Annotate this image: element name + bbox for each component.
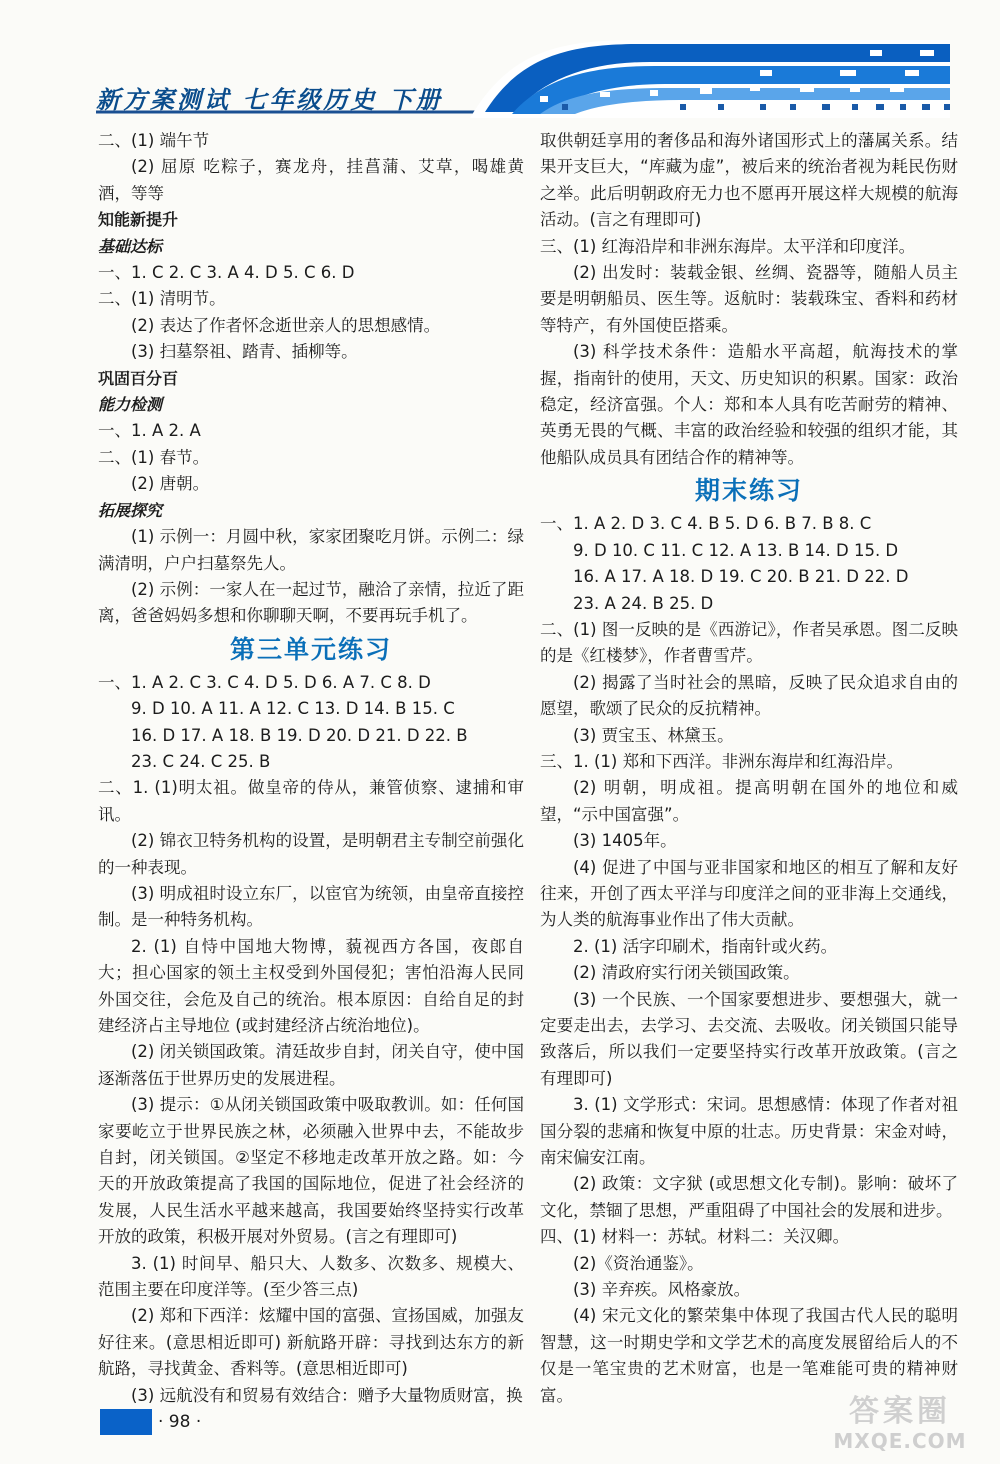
answer-line: 一、1. C 2. C 3. A 4. D 5. C 6. D — [98, 263, 355, 283]
answer-line: 二、(1) 春节。 — [98, 447, 210, 467]
answer-line: (2) 出发时：装载金银、丝绸、瓷器等，随船人员主要是明朝船员、医生等。返航时：装载珠宝、香料和药材等特产，有外国使臣搭乘。 — [540, 263, 958, 335]
answer-line: 3. (1) 文学形式：宋词。思想感情：体现了作者对祖国分裂的悲痛和恢复中原的壮志。历史背景：宋金对峙，南宋偏安江南。 — [540, 1095, 958, 1168]
answer-line: (3) 扫墓祭祖、踏青、插柳等。 — [131, 342, 358, 362]
answer-line: (1) 示例一：月圆中秋，家家团聚吃月饼。示例二：绿满清明，户户扫墓祭先人。 — [98, 527, 524, 573]
answer-line: (3) 一个民族、一个国家要想进步、要想强大，就一定要走出去，去学习、去交流、去吸收。闭关锁国只能导致落后，所以我们一定要坚持实行改革开放政策。(言之有理即可) — [540, 989, 958, 1088]
answer-line: (2)《资治通鉴》。 — [573, 1253, 704, 1273]
answer-line: (3) 明成祖时设立东厂，以宦官为统领，由皇帝直接控制。是一种特务机构。 — [98, 883, 524, 930]
answer-line: (2) 示例：一家人在一起过节，融洽了亲情，拉近了距离，爸爸妈妈多想和你聊聊天啊，不要再玩手机了。 — [98, 579, 524, 626]
answer-line: 一、1. A 2. A — [98, 421, 201, 441]
answer-line: 16. D 17. A 18. B 19. D 20. D 21. D 22. B — [131, 725, 468, 745]
answer-line: 三、1. (1) 郑和下西洋。非洲东海岸和红海沿岸。 — [540, 751, 904, 771]
answer-line: 23. C 24. C 25. B — [131, 751, 271, 771]
answer-line: 取供朝廷享用的奢侈品和海外诸国形式上的藩属关系。结果开支巨大，“库藏为虚”，被后来的统治者视为耗民伤财之举。此后明朝政府无力也不愿再开展这样大规模的航海活动。(言之有理即可) — [540, 131, 958, 230]
answer-line: (2) 郑和下西洋：炫耀中国的富强、宣扬国威，加强友好往来。(意思相近即可) 新航路开辟：寻找到达东方的新航路，寻找黄金、香料等。(意思相近即可) — [98, 1306, 524, 1379]
answer-line: 2. (1) 自恃中国地大物博，藐视西方各国，夜郎自大；担心国家的领土主权受到外国侵犯；害怕沿海人民同外国交往，会危及自己的统治。根本原因：自给自足的封建经济占主导地位 (或封建经济占统治地位)。 — [98, 936, 524, 1035]
answer-line: (3) 科学技术条件：造船水平高超，航海技术的掌握，指南针的使用，天文、历史知识的积累。国家：政治稳定，经济富强。个人：郑和本人具有吃苦耐劳的精神、英勇无畏的气概、丰富的政治经验和较强的组织才能，其他船队成员具有团结合作的精神等。 — [540, 342, 958, 467]
answer-line: 一、1. A 2. D 3. C 4. B 5. D 6. B 7. B 8. C — [540, 514, 872, 534]
subsection-heading: 知能新提升 — [98, 210, 179, 230]
page-header — [0, 0, 1000, 130]
watermark-text: 答案圈 — [849, 1394, 951, 1429]
answer-line: 9. D 10. A 11. A 12. C 13. D 14. B 15. C — [131, 699, 455, 719]
subsection-heading: 拓展探究 — [98, 500, 163, 520]
answer-line: (2) 屈原 吃粽子，赛龙舟，挂菖蒲、艾草，喝雄黄酒，等等 — [98, 157, 524, 203]
answer-line: (4) 宋元文化的繁荣集中体现了我国古代人民的聪明智慧，这一时期史学和文学艺术的高度发展留给后人的不仅是一笔宝贵的艺术财富，也是一笔难能可贵的精神财富。 — [540, 1306, 958, 1405]
subsection-heading: 巩固百分百 — [98, 368, 179, 388]
subsection-heading: 能力检测 — [98, 395, 163, 415]
answer-line: (3) 提示：①从闭关锁国政策中吸取教训。如：任何国家要屹立于世界民族之林，必须融入世界中去，不能故步自封，闭关锁国。②坚定不移地走改革开放之路。如：今天的开放政策提高了我国的国际地位，促进了社会经济的发展，人民生活水平越来越高，我国要始终坚持实行改革开放的政策，积极开展对外贸易。(言之有理即可) — [98, 1095, 524, 1247]
answer-line: (4) 促进了中国与亚非国家和地区的相互了解和友好往来，开创了西太平洋与印度洋之间的亚非海上交通线，为人类的航海事业作出了伟大贡献。 — [540, 857, 958, 930]
book-title: 新方案测试 七年级历史 下册 — [96, 85, 443, 114]
answer-line: 3. (1) 时间早、船只大、人数多、次数多、规模大、范围主要在印度洋等。(至少答三点) — [98, 1253, 524, 1300]
answer-line: (2) 揭露了当时社会的黑暗，反映了民众追求自由的愿望，歌颂了民众的反抗精神。 — [540, 672, 958, 719]
answer-line: (3) 辛弃疾。风格豪放。 — [573, 1280, 751, 1300]
answer-line: (2) 表达了作者怀念逝世亲人的思想感情。 — [131, 315, 441, 335]
answer-line: 二、(1) 图一反映的是《西游记》，作者吴承恩。图二反映的是《红楼梦》，作者曹雪芹。 — [540, 619, 958, 666]
section-heading: 期末练习 — [694, 476, 803, 506]
answer-line: 2. (1) 活字印刷术，指南针或火药。 — [573, 936, 838, 956]
answer-line: 16. A 17. A 18. D 19. C 20. B 21. D 22. D — [573, 567, 909, 587]
page-number: · 98 · — [158, 1412, 202, 1432]
answer-line: (3) 贾宝玉、林黛玉。 — [573, 725, 734, 745]
answer-line: (2) 锦衣卫特务机构的设置，是明朝君主专制空前强化的一种表现。 — [98, 831, 524, 877]
page-number-bar — [100, 1409, 152, 1435]
answer-line: (2) 明朝，明成祖。提高明朝在国外的地位和威望，“示中国富强”。 — [540, 778, 958, 824]
answer-line: (3) 远航没有和贸易有效结合：赠予大量物质财富，换 — [131, 1385, 523, 1405]
left-column — [98, 128, 524, 1409]
answer-line: 二、(1) 清明节。 — [98, 289, 226, 309]
answer-line: 二、(1) 端午节 — [98, 131, 210, 150]
answer-line: 23. A 24. B 25. D — [573, 593, 714, 613]
answer-line: 9. D 10. C 11. C 12. A 13. B 14. D 15. D — [573, 540, 899, 560]
answer-line: (2) 唐朝。 — [131, 474, 210, 494]
section-heading: 第三单元练习 — [229, 634, 392, 664]
answer-line: 四、(1) 材料一：苏轼。材料二：关汉卿。 — [540, 1227, 850, 1247]
answer-line: (2) 政策：文字狱 (或思想文化专制)。影响：破坏了文化，禁锢了思想，严重阻碍了中国社会的发展和进步。 — [540, 1174, 958, 1220]
answer-line: 三、(1) 红海沿岸和非洲东海岸。太平洋和印度洋。 — [540, 236, 916, 256]
watermark-url: MXQE.COM — [833, 1429, 967, 1453]
answer-line: (2) 闭关锁国政策。清廷故步自封，闭关自守，使中国逐渐落伍于世界历史的发展进程。 — [98, 1042, 524, 1088]
answer-line: 二、1. (1)明太祖。做皇帝的侍从，兼管侦察、逮捕和审讯。 — [98, 778, 524, 824]
answer-line: (2) 清政府实行闭关锁国政策。 — [573, 963, 800, 983]
right-column — [540, 128, 958, 1409]
subsection-heading: 基础达标 — [98, 236, 163, 256]
answer-line: 一、1. A 2. C 3. C 4. D 5. D 6. A 7. C 8. D — [98, 672, 431, 692]
watermark-logo — [810, 1395, 990, 1461]
answer-line: (3) 1405年。 — [573, 831, 677, 851]
